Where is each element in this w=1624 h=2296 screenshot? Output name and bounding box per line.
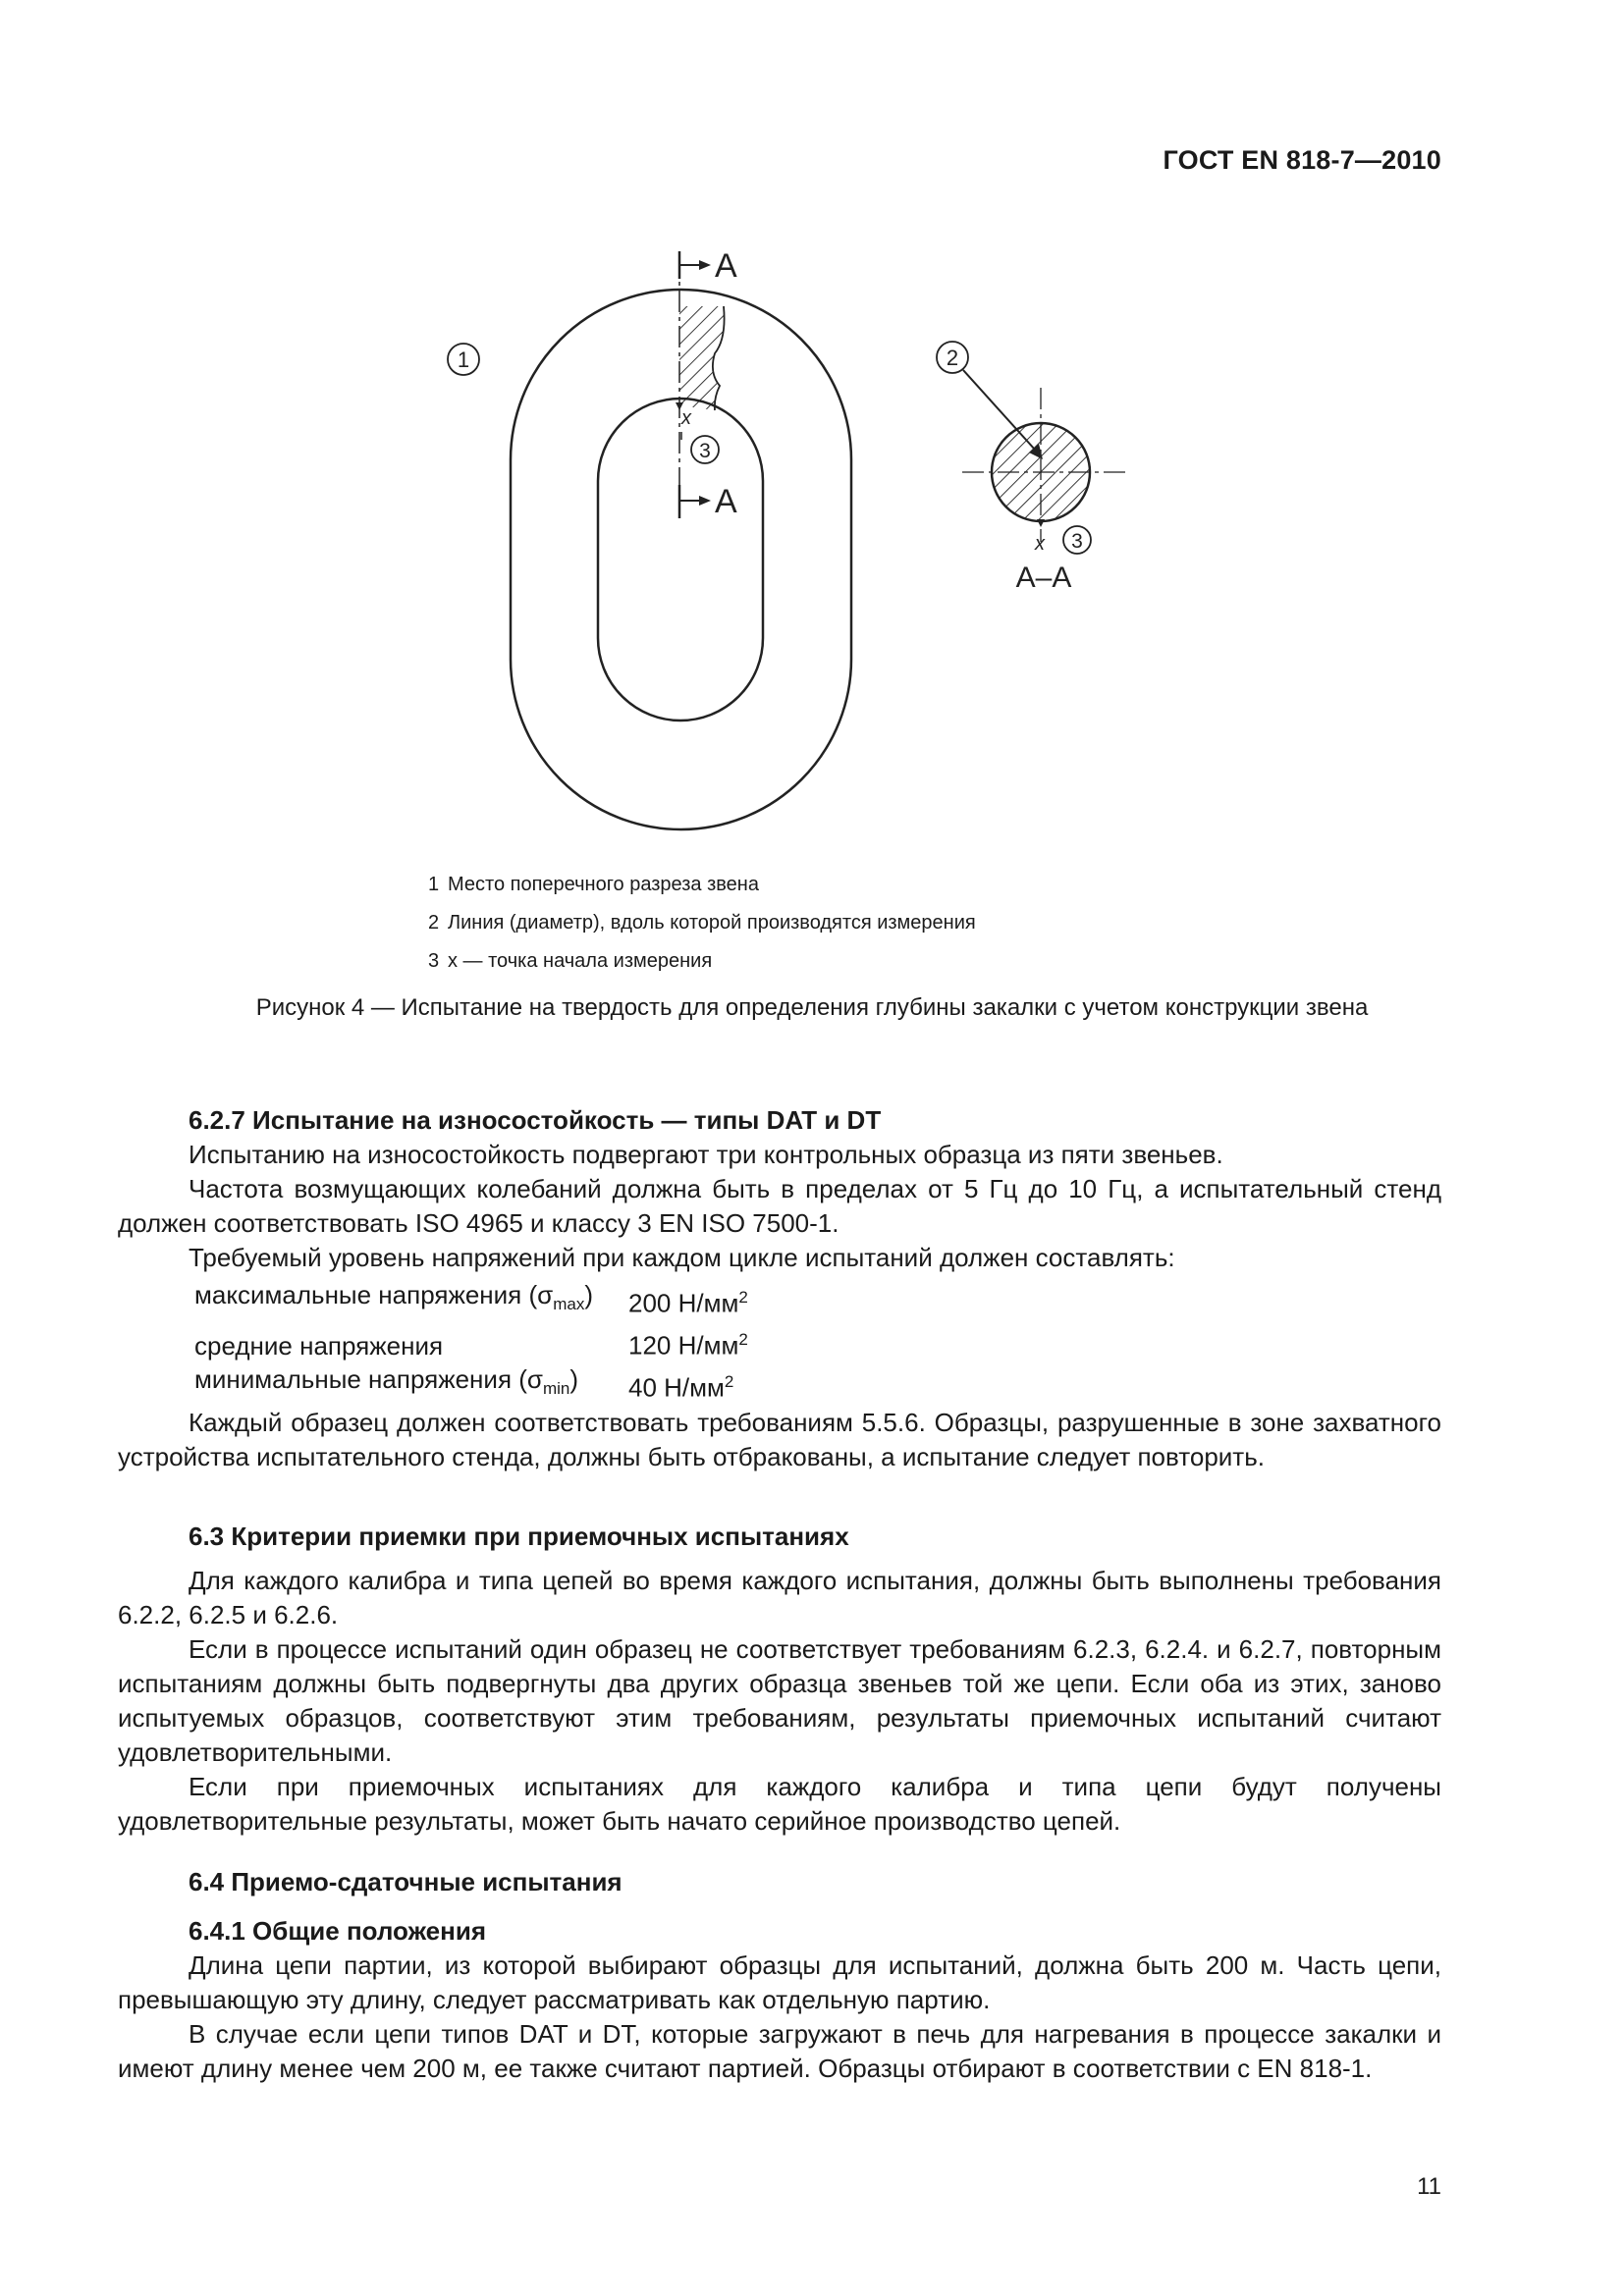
section-heading: 6.4 Приемо-сдаточные испытания xyxy=(189,1867,623,1896)
section-6-4-1 xyxy=(118,1914,1441,2086)
legend-text: Место поперечного разреза звена xyxy=(448,874,759,895)
paragraph: Длина цепи партии, из которой выбирают образцы для испытаний, должна быть 200 м. Часть цепи, превышающую эту длину, следует рассматривать как отдельную партию. xyxy=(118,1950,1441,2014)
callout-2-label: 2 xyxy=(946,346,959,370)
legend-text: x — точка начала измерения xyxy=(448,950,713,972)
x-point-section-label: x xyxy=(1035,533,1045,555)
stress-sub: max xyxy=(553,1295,585,1313)
stress-table xyxy=(118,1279,1441,1406)
stress-close: ) xyxy=(584,1279,593,1309)
legend-num: 3 xyxy=(428,950,440,972)
stress-label: минимальные напряжения (σ xyxy=(194,1363,543,1394)
section-heading: 6.4.1 Общие положения xyxy=(189,1916,486,1946)
section-heading: 6.2.7 Испытание на износостойкость — типы DAT и DT xyxy=(189,1105,882,1135)
page-number: 11 xyxy=(1417,2173,1441,2200)
arrow-mid xyxy=(699,496,711,506)
hatched-cut-region xyxy=(679,306,725,410)
link-inner-contour xyxy=(598,399,763,721)
paragraph: В случае если цепи типов DAT и DT, которые загружают в печь для нагревания в процессе закалки и имеют длину менее чем 200 м, ее также считают партией. Образцы отбирают в соответствии с EN 818-1. xyxy=(118,2019,1441,2083)
section-name: A–A xyxy=(1015,561,1072,594)
section-6-3 xyxy=(118,1520,1441,1839)
stress-unit-sup: 2 xyxy=(738,1288,748,1308)
section-label-mid: A xyxy=(715,483,737,520)
x-point-section-marker xyxy=(1037,519,1045,527)
arrow-top xyxy=(699,260,711,270)
paragraph: Каждый образец должен соответствовать требованиям 5.5.6. Образцы, разрушенные в зоне захватного устройства испытательного стенда, должны быть отбракованы, а испытание следует повторить. xyxy=(118,1408,1441,1471)
paragraph: Испытанию на износостойкость подвергают три контрольных образца из пяти звеньев. xyxy=(189,1140,1223,1169)
stress-label: средние напряжения xyxy=(194,1331,444,1361)
stress-value: 40 Н/мм xyxy=(628,1373,725,1403)
paragraph: Для каждого калибра и типа цепей во время каждого испытания, должны быть выполнены требования 6.2.2, 6.2.5 и 6.2.6. xyxy=(118,1566,1441,1629)
paragraph: Частота возмущающих колебаний должна быть в пределах от 5 Гц до 10 Гц, а испытательный стенд должен соответствовать ISO 4965 и классу 3 EN ISO 7500-1. xyxy=(118,1174,1441,1238)
stress-value: 200 Н/мм xyxy=(628,1289,739,1318)
section-label-top: A xyxy=(715,247,737,285)
stress-close: ) xyxy=(569,1363,579,1394)
stress-label: максимальные напряжения (σ xyxy=(194,1279,554,1309)
legend-num: 2 xyxy=(428,912,440,934)
callout-3-section-label: 3 xyxy=(1071,530,1083,553)
callout-2-leader xyxy=(963,370,1035,450)
callout-3-label: 3 xyxy=(699,440,711,462)
paragraph: Если при приемочных испытаниях для каждого калибра и типа цепи будут получены удовлетворительные результаты, может быть начато серийное производство цепей. xyxy=(118,1772,1441,1836)
stress-unit-sup: 2 xyxy=(724,1372,734,1392)
x-point-label: x xyxy=(681,407,691,429)
paragraph: Требуемый уровень напряжений при каждом цикле испытаний должен составлять: xyxy=(189,1243,1175,1272)
callout-1-label: 1 xyxy=(457,347,470,372)
legend-text: Линия (диаметр), вдоль которой производятся измерения xyxy=(448,912,976,934)
stress-sub: min xyxy=(542,1379,570,1398)
stress-row-max xyxy=(118,1279,1441,1321)
section-6-4 xyxy=(118,1865,1441,1899)
section-6-2-7 xyxy=(118,1103,1441,1474)
legend-item-2 xyxy=(428,912,976,934)
legend-item-3 xyxy=(428,950,712,973)
paragraph: Если в процессе испытаний один образец не соответствует требованиям 6.2.3, 6.2.4. и 6.2.7, повторным испытаниям должны быть подвергнуты два других образца звеньев той же цепи. Если оба из этих, заново испытуемых образцов, соответствуют этим требованиям, результаты приемочных испытаний считают удовлетворительными. xyxy=(118,1634,1441,1767)
stress-unit-sup: 2 xyxy=(738,1330,748,1350)
stress-row-min xyxy=(118,1363,1441,1406)
document-id: ГОСТ EN 818-7—2010 xyxy=(1163,145,1441,175)
figure-4-drawing xyxy=(0,0,1624,1031)
legend-item-1 xyxy=(428,874,759,896)
stress-value: 120 Н/мм xyxy=(628,1331,739,1361)
figure-caption: Рисунок 4 — Испытание на твердость для определения глубины закалки с учетом конструкции звена xyxy=(255,994,1369,1021)
stress-row-mean xyxy=(118,1321,1441,1363)
section-heading: 6.3 Критерии приемки при приемочных испытаниях xyxy=(189,1522,849,1551)
legend-num: 1 xyxy=(428,874,440,895)
